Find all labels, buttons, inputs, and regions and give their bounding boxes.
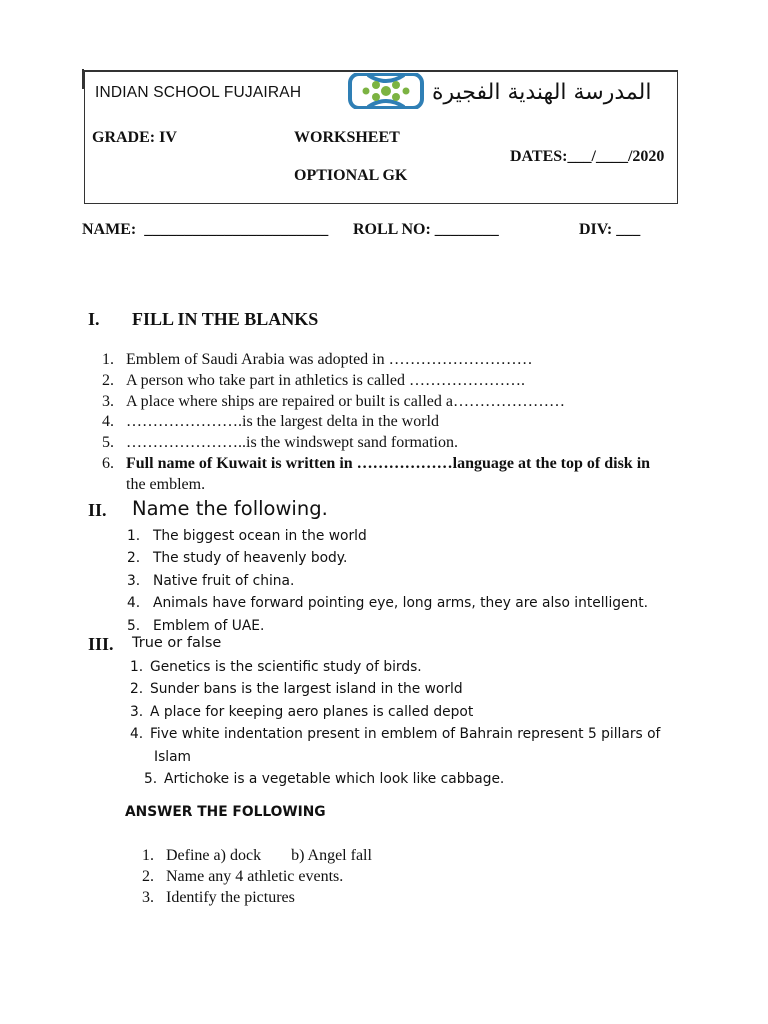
section2-title: Name the following.: [132, 497, 328, 520]
list-item: 2. Name any 4 athletic events.: [142, 867, 344, 885]
section2-numeral: II.: [88, 500, 107, 520]
answer-following-list: [142, 846, 372, 908]
list-item: 4. ………………….is the largest delta in the world: [102, 413, 439, 431]
list-item: 5. Emblem of UAE.: [127, 617, 265, 634]
list-item: 1. Emblem of Saudi Arabia was adopted in ………………………: [102, 351, 533, 368]
section4-title: ANSWER THE FOLLOWING: [125, 804, 326, 820]
school-logo-icon: [348, 73, 424, 109]
roll-no-field: ROLL NO: ________: [353, 221, 499, 238]
name-following-list: [127, 525, 648, 637]
school-name-arabic: المدرسة الهندية الفجيرة: [432, 80, 652, 105]
list-item: 2. Sunder bans is the largest island in the world: [130, 681, 463, 698]
list-item: 6. Full name of Kuwait is written in ………………language at the top of disk in the emblem.: [102, 454, 651, 493]
name-field: NAME: _______________________: [82, 221, 329, 238]
list-item: 5. Artichoke is a vegetable which look like cabbage.: [144, 771, 505, 788]
section1-title: FILL IN THE BLANKS: [132, 309, 319, 329]
list-item: 1. Genetics is the scientific study of birds.: [130, 659, 422, 675]
list-item: 2. The study of heavenly body.: [127, 550, 348, 567]
true-false-list: [130, 656, 660, 790]
grade-label: GRADE: IV: [92, 129, 177, 146]
list-item: 1. Define a) dock b) Angel fall: [142, 847, 372, 864]
list-item: 3. A place for keeping aero planes is called depot: [130, 703, 474, 720]
worksheet-title: WORKSHEET: [294, 129, 400, 146]
school-name-english: INDIAN SCHOOL FUJAIRAH: [95, 84, 302, 101]
subject-title: OPTIONAL GK: [294, 167, 408, 184]
list-item: 4. Animals have forward pointing eye, long arms, they are also intelligent.: [127, 595, 649, 612]
list-item: 4. Five white indentation present in emblem of Bahrain represent 5 pillars of Islam: [130, 726, 661, 765]
list-item: 5. …………………..is the windswept sand formation.: [102, 434, 458, 452]
section3-title: True or false: [132, 635, 222, 651]
list-item: 3. Identify the pictures: [142, 888, 295, 906]
section1-numeral: I.: [88, 309, 100, 329]
dates-field: DATES:___/____/2020: [510, 148, 665, 165]
list-item: 3. A place where ships are repaired or built is called a…………………: [102, 392, 565, 410]
div-field: DIV: ___: [579, 221, 641, 238]
section3-numeral: III.: [88, 634, 114, 654]
list-item: 1. The biggest ocean in the world: [127, 528, 367, 544]
fill-blanks-list: [102, 350, 650, 496]
list-item: 2. A person who take part in athletics is called ………………….: [102, 371, 526, 389]
list-item: 3. Native fruit of china.: [127, 572, 295, 589]
